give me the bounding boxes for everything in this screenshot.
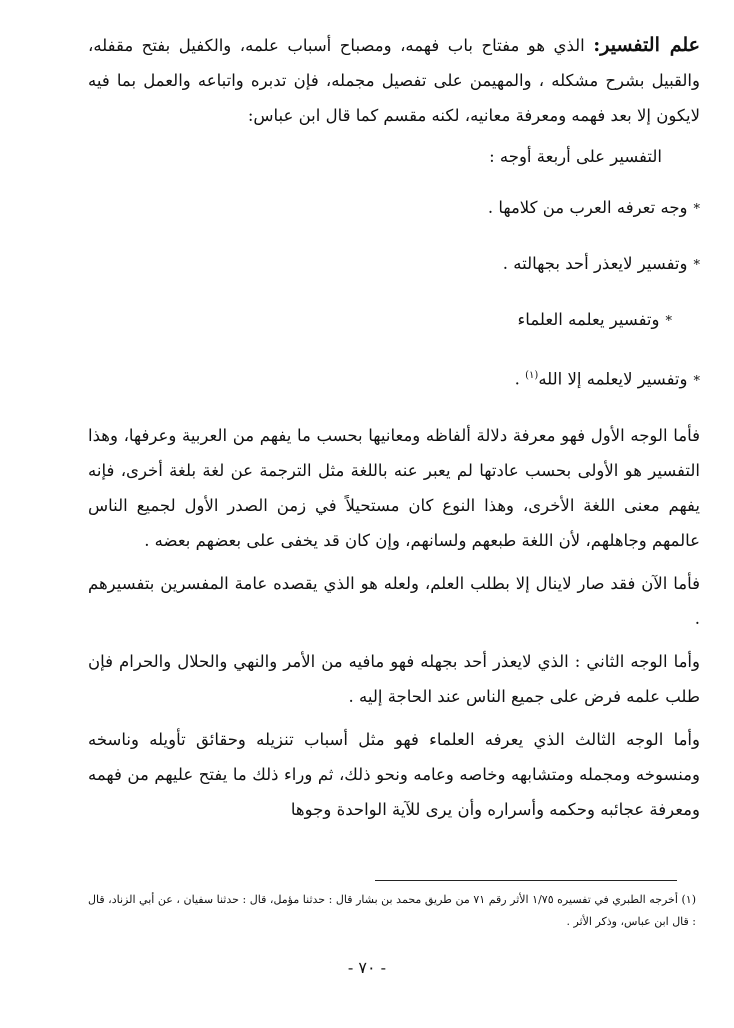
body-paragraph: فأما الآن فقد صار لاينال إلا بطلب العلم، ولعله هو الذي يقصده عامة المفسرين بتفسيرهم .	[88, 573, 700, 628]
body-paragraph: فأما الوجه الأول فهو معرفة دلالة ألفاظه ومعانيها بحسب ما يفهم من العربية وعرفها، وهذا التفسير هو الأولى بحسب عادتها لم يعبر عنه باللغة مثل الترجمة عن لغة بلغة أخرى، فإنه يفهم معنى اللغة الأخرى، وهذا النوع كان مستحيلاً في زمن الصدر الأول لجميع الناس عالمهم وجاهلهم، لأن اللغة طبعهم ولسانهم، وإن كان قد يخفى على بعضهم بعضه .	[88, 425, 700, 550]
bullet-item: *وتفسير يعلمه العلماء	[517, 310, 672, 329]
main-text	[88, 28, 700, 835]
footnote-divider	[375, 880, 677, 881]
star-marker: *	[693, 202, 700, 217]
bullet-item: *وجه تعرفه العرب من كلامها .	[487, 198, 700, 217]
body-paragraph: وأما الوجه الثاني : الذي لايعذر أحد بجهله فهو مافيه من الأمر والنهي والحلال والحرام فإن طلب علمه فرض على جميع الناس عند الحاجة إليه .	[88, 651, 700, 706]
quote-intro: التفسير على أربعة أوجه :	[489, 147, 662, 166]
intro-paragraph	[88, 28, 700, 133]
star-marker: *	[665, 314, 672, 329]
bullet-item: *وتفسير لايعلمه إلا الله$^{(١)}$ .	[514, 369, 700, 389]
intro-text: الذي هو مفتاح باب فهمه، ومصباح أسباب علمه، والكفيل بفتح مقفله، والقبيل بشرح مشكله ، والمهيمن على تفصيل مجمله، فإن تدبره واتباعه والعمل بما فيه لايكون إلا بعد فهمه ومعرفة معانيه، لكنه مقسم كما قال ابن عباس:	[88, 36, 700, 125]
star-marker: *	[693, 373, 700, 389]
star-marker: *	[693, 258, 700, 273]
bullet-item: *وتفسير لايعذر أحد بجهالته .	[502, 254, 700, 273]
body-paragraph: وأما الوجه الثالث الذي يعرفه العلماء فهو مثل أسباب تنزيله وحقائق تأويله وناسخه ومنسوخه ومجمله ومتشابهه وخاصه وعامه ونحو ذلك، ثم وراء ذلك ما يفتح عليهم من فهمه ومعرفة عجائبه وحكمه وأسراره وأن يرى للآية الواحدة وجوها	[88, 729, 700, 819]
footnote: (١) أخرجه الطبري في تفسيره ١/٧٥ الأثر رقم ٧١ من طريق محمد بن بشار قال : حدثنا مؤمل، قال : حدثنا سفيان ، عن أبي الزناد، قال : قال ابن عباس، وذكر الأثر .	[88, 893, 696, 928]
term-heading: علم التفسير:	[593, 34, 700, 56]
footnote-reference[interactable]: (١)	[525, 370, 539, 381]
page-number: - ٧٠ -	[347, 958, 387, 977]
